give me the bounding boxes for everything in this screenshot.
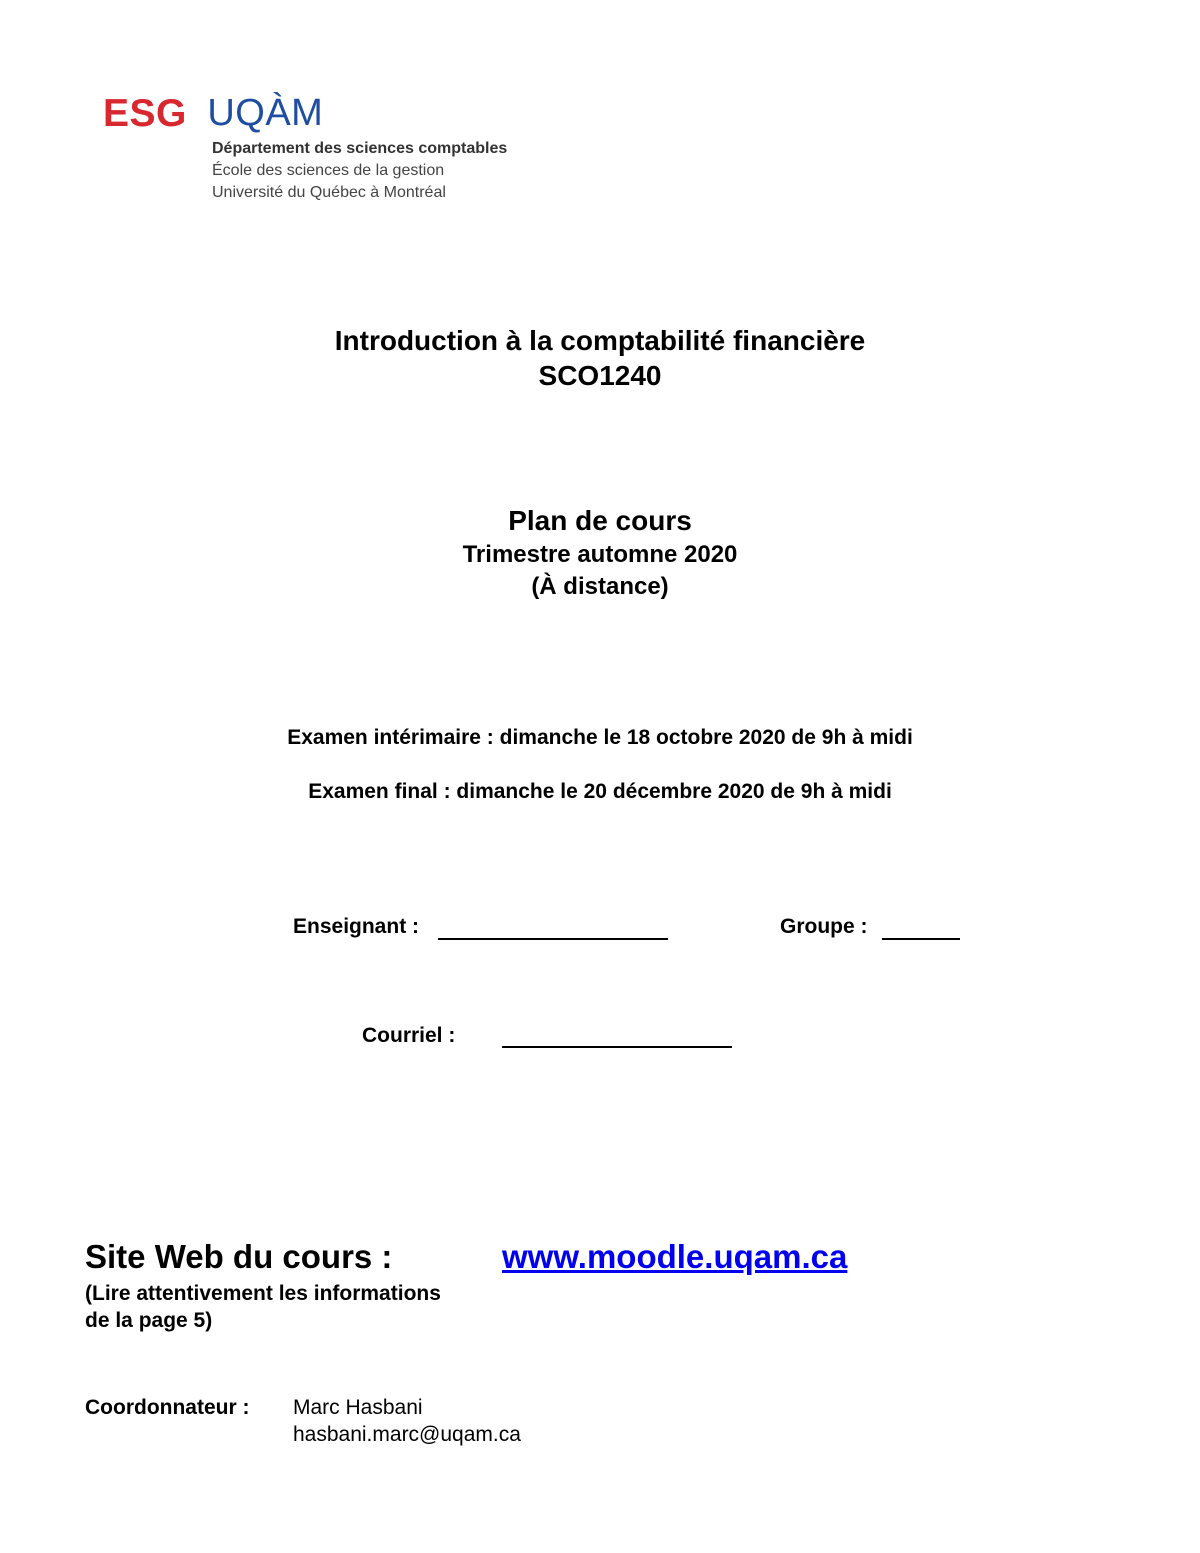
delivery-mode: (À distance) xyxy=(531,573,669,600)
teacher-label: Enseignant : xyxy=(293,915,420,938)
university-name: Université du Québec à Montréal xyxy=(212,184,446,201)
coordinator-email: hasbani.marc@uqam.ca xyxy=(293,1423,521,1446)
email-label: Courriel : xyxy=(362,1024,456,1047)
website-note-line1: (Lire attentivement les informations xyxy=(85,1282,441,1305)
department-name: Département des sciences comptables xyxy=(212,140,508,157)
teacher-blank-line xyxy=(438,938,668,940)
logo-esg-text: ESG xyxy=(103,92,187,135)
esg-uqam-logo xyxy=(103,92,323,136)
course-code: SCO1240 xyxy=(538,360,662,391)
logo-uqam-text: UQÀM xyxy=(207,92,324,134)
course-title: Introduction à la comptabilité financière xyxy=(334,325,866,356)
website-label: Site Web du cours : xyxy=(85,1238,393,1275)
plan-heading: Plan de cours xyxy=(508,505,692,536)
group-label: Groupe : xyxy=(780,915,868,938)
midterm-exam: Examen intérimaire : dimanche le 18 octobre 2020 de 9h à midi xyxy=(287,726,913,749)
website-note-line2: de la page 5) xyxy=(85,1309,213,1332)
term-label: Trimestre automne 2020 xyxy=(462,541,738,568)
final-exam: Examen final : dimanche le 20 décembre 2020 de 9h à midi xyxy=(308,780,892,803)
moodle-link[interactable]: www.moodle.uqam.ca xyxy=(502,1238,848,1275)
school-name: École des sciences de la gestion xyxy=(212,162,445,179)
coordinator-label: Coordonnateur : xyxy=(85,1396,250,1419)
group-blank-line xyxy=(882,938,960,940)
email-blank-line xyxy=(502,1046,732,1048)
coordinator-name: Marc Hasbani xyxy=(293,1396,423,1419)
